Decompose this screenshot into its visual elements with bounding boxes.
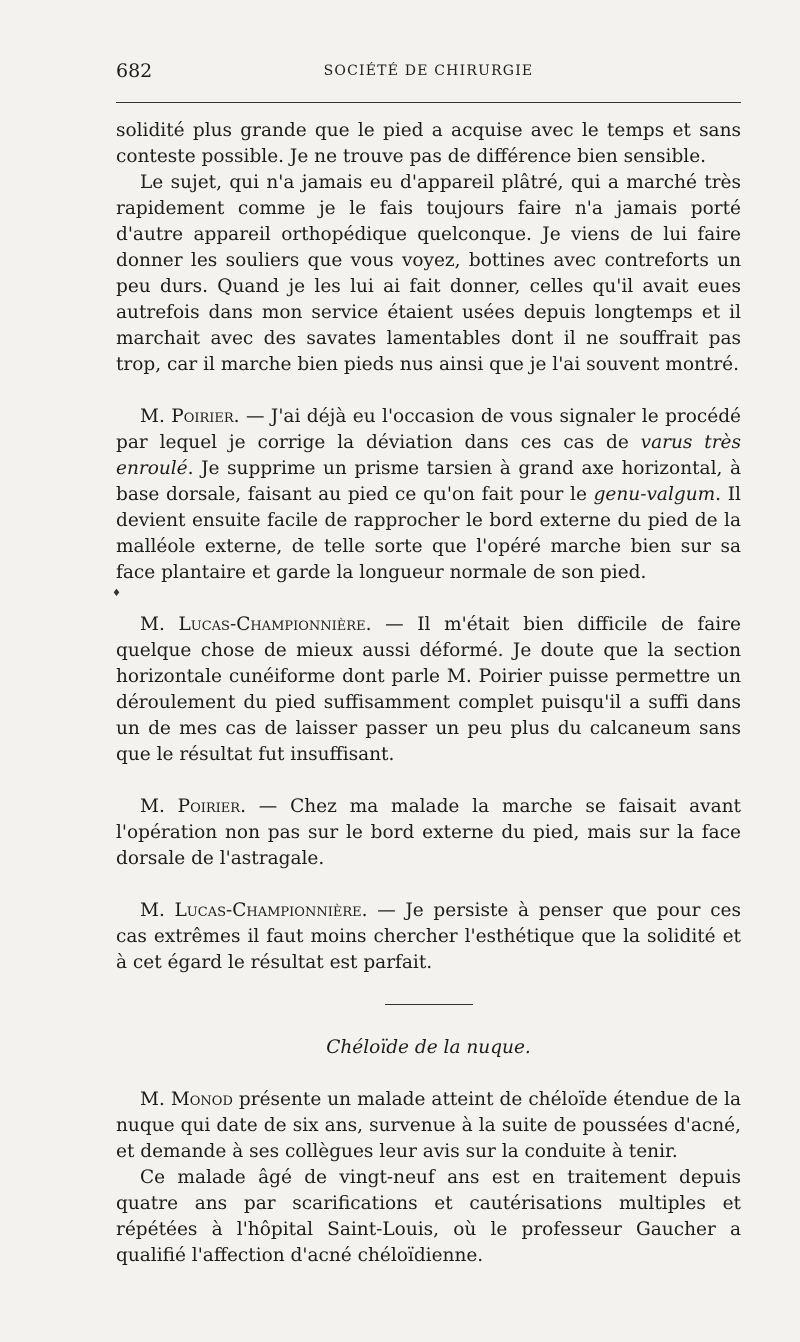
paragraph: Le sujet, qui n'a jamais eu d'appareil plâtré, qui a marché très rapidement comme je le fais toujours faire n'a jamais porté d'autre appareil orthopédique quelconque. Je viens de lui faire donner les souliers que vous voyez, bottines avec contreforts un peu durs. Quand je les lui ai fait donner, celles qu'il avait eues autrefois dans mon service étaient usées depuis longtemps et il marchait avec des savates lamentables dont il ne souffrait pas trop, car il marche bien pieds nus ainsi que je l'ai souvent montré. [116,172,741,375]
section-intro [116,1087,741,1165]
page-number: 682 [116,60,153,82]
speaker-name: M. Lucas-Championnière. [140,614,372,635]
speaker-name: M. Poirier. [140,796,246,817]
dialogue-italic-term: genu-valgum [593,484,716,505]
speaker-name: M. Monod [140,1089,233,1110]
paragraph: Ce malade âgé de vingt-neuf ans est en traitement depuis quatre ans par scarifications et cautérisations multiples et répétées à l'hôpital Saint-Louis, où le professeur Gaucher a qualifié l'affection d'acné chéloïdienne. [116,1167,741,1266]
dialogue-entry [116,404,741,586]
section-separator [385,1004,473,1005]
dialogue-text: — Je persiste à penser que pour ces cas extrêmes il faut moins chercher l'esthétique que la solidité et à cet égard le résultat est parfait. [116,900,742,973]
dialogue-text: . Je supprime un prisme tarsien à grand axe horizontal, à base dorsale, faisant au pied ce qu'on fait pour le [116,458,741,505]
body-text [116,118,741,1269]
dialogue-text: — Il m'était bien difficile de faire quelque chose de mieux aussi déformé. Je doute que la section horizontale cunéiforme dont parle M. Poirier puisse permettre un déroulement du pied suffisamment complet puisqu'il a suffi dans un de mes cas de laisser passer un peu plus du calcaneum sans que le résultat fut insuffisant. [116,614,742,765]
section-title: Chéloïde de la nuque. [326,1037,531,1058]
section-intro-text: présente un malade atteint de chéloïde étendue de la nuque qui date de six ans, survenue à la suite de poussées d'acné, et demande à ses collègues leur avis sur la conduite à tenir. [116,1089,742,1162]
speaker-name: M. Lucas-Championnière. [140,900,368,921]
dialogue-entry [116,794,741,872]
dialogue-entry [116,898,741,976]
page-header [116,60,741,84]
dialogue-text: — J'ai déjà eu l'occasion de vous signaler le procédé par lequel je corrige la déviation dans ces cas de [116,406,742,453]
paragraph: solidité plus grande que le pied a acquise avec le temps et sans conteste possible. Je ne trouve pas de différence bien sensible. [116,120,741,167]
running-head: SOCIÉTÉ DE CHIRURGIE [323,63,534,79]
header-rule [116,102,741,103]
margin-mark-icon: ♦ [112,588,121,599]
dialogue-entry [116,612,741,768]
dialogue-text: . Il devient ensuite facile de rapprocher le bord externe du pied de la malléole externe, de telle sorte que l'opéré marche bien sur sa face plantaire et garde la longueur normale de son pied. [116,484,741,583]
speaker-name: M. Poirier. [140,406,240,427]
dialogue-italic-term: varus très enroulé [116,432,741,479]
dialogue-text: — Chez ma malade la marche se faisait avant l'opération non pas sur le bord externe du pied, mais sur la face dorsale de l'astragale. [116,796,741,869]
